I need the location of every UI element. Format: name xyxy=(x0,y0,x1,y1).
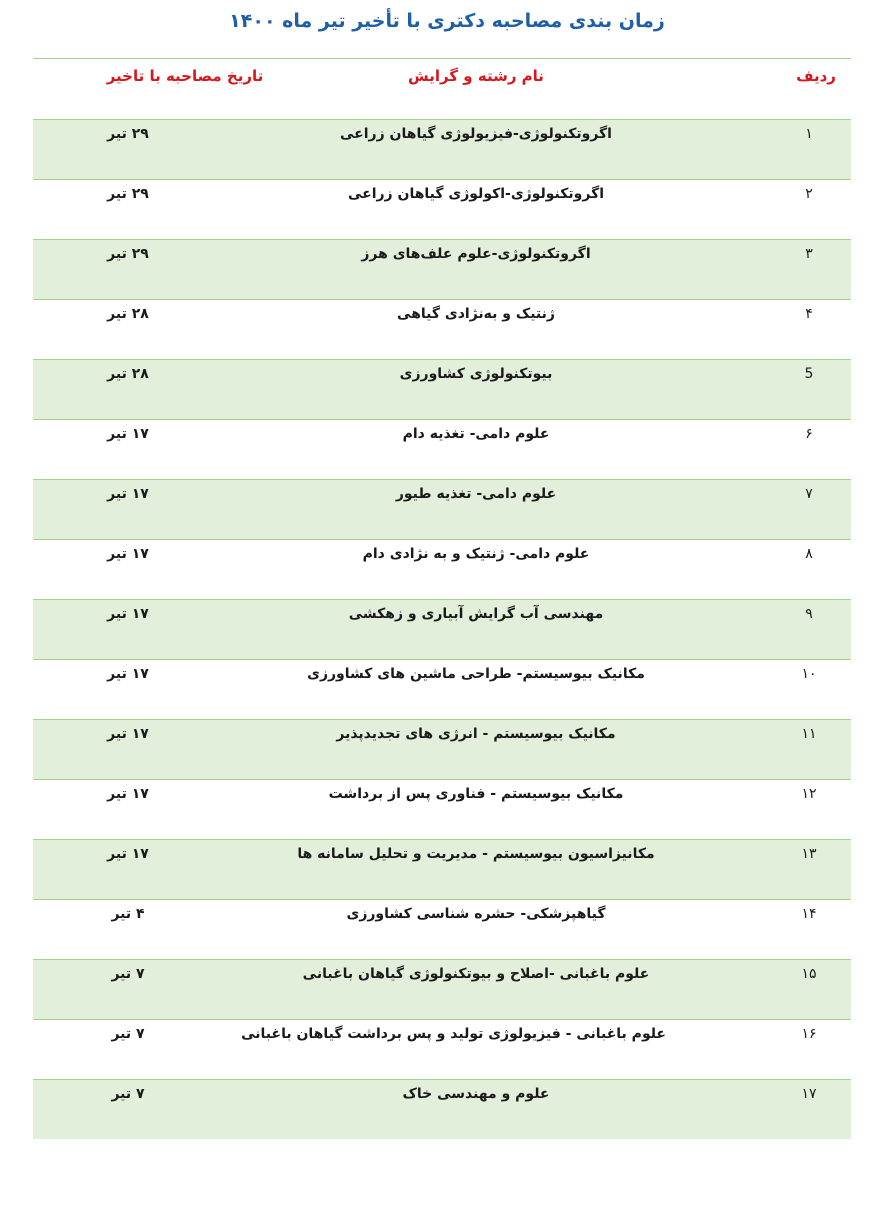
row-field: ژنتیک و به‌نژادی گیاهی xyxy=(397,306,555,322)
page-title: زمان بندی مصاحبه دکتری با تأخیر تیر ماه ۱۴۰۰ xyxy=(229,10,665,32)
row-index: ۱۲ xyxy=(801,786,817,802)
row-date: ۱۷ تیر xyxy=(107,726,149,742)
table-row xyxy=(33,359,851,419)
row-date: ۱۷ تیر xyxy=(107,666,149,682)
row-field: علوم دامی- تغذیه دام xyxy=(402,426,550,442)
row-index: ۶ xyxy=(805,426,813,442)
row-field: علوم باغبانی - فیزیولوژی تولید و پس برداشت گیاهان باغبانی xyxy=(241,1026,666,1042)
row-field: اگروتکنولوژی-علوم علف‌های هرز xyxy=(361,246,591,262)
row-date: ۲۸ تیر xyxy=(107,366,149,382)
table-row xyxy=(33,899,851,959)
table-row xyxy=(33,539,851,599)
header-field: نام رشته و گرایش xyxy=(408,67,544,85)
row-field: مکانیک بیوسیستم- طراحی ماشین های کشاورزی xyxy=(307,666,645,682)
row-index: ۱۳ xyxy=(801,846,817,862)
row-index: ۱۷ xyxy=(801,1086,817,1102)
row-date: ۲۸ تیر xyxy=(107,306,149,322)
row-date: ۷ تیر xyxy=(111,1026,145,1042)
row-index: ۹ xyxy=(805,606,813,622)
row-date: ۲۹ تیر xyxy=(107,186,149,202)
table-row xyxy=(33,599,851,659)
row-field: بیوتکنولوژی کشاورزی xyxy=(399,366,553,382)
row-date: ۱۷ تیر xyxy=(107,846,149,862)
row-date: ۱۷ تیر xyxy=(107,426,149,442)
row-date: ۱۷ تیر xyxy=(107,786,149,802)
row-index: ۱۵ xyxy=(801,966,817,982)
row-date: ۲۹ تیر xyxy=(107,126,149,142)
row-index: ۱۶ xyxy=(801,1026,817,1042)
row-field: مکانیک بیوسیستم - فناوری پس از برداشت xyxy=(328,786,624,802)
row-field: مکانیک بیوسیستم - انرژی های تجدیدپذیر xyxy=(336,726,616,742)
row-field: اگروتکنولوژی-اکولوژی گیاهان زراعی xyxy=(347,186,605,202)
table-row xyxy=(33,659,851,719)
row-index: 5 xyxy=(804,366,814,382)
row-index: ۷ xyxy=(805,486,813,502)
row-index: ۱ xyxy=(805,126,813,142)
row-index: ۸ xyxy=(805,546,813,562)
row-field: گیاهپزشکی- حشره شناسی کشاورزی xyxy=(346,906,606,922)
row-date: ۷ تیر xyxy=(111,966,145,982)
table-row xyxy=(33,1079,851,1139)
row-field: اگروتکنولوژی-فیزیولوژی گیاهان زراعی xyxy=(340,126,612,142)
table-row xyxy=(33,1019,851,1079)
row-field: علوم دامی- تغذیه طیور xyxy=(395,486,557,502)
row-date: ۱۷ تیر xyxy=(107,606,149,622)
row-index: ۲ xyxy=(805,186,813,202)
row-index: ۱۴ xyxy=(801,906,817,922)
row-field: مهندسی آب گرایش آبیاری و زهکشی xyxy=(348,606,604,622)
row-field: مکانیزاسیون بیوسیستم - مدیریت و تحلیل سامانه ها xyxy=(297,846,655,862)
table-row xyxy=(33,719,851,779)
row-date: ۱۷ تیر xyxy=(107,486,149,502)
row-index: ۳ xyxy=(805,246,813,262)
table-row xyxy=(33,419,851,479)
table-row xyxy=(33,179,851,239)
table-row xyxy=(33,479,851,539)
table-row xyxy=(33,299,851,359)
row-date: ۷ تیر xyxy=(111,1086,145,1102)
table-row xyxy=(33,839,851,899)
row-index: ۱۱ xyxy=(801,726,817,742)
row-field: علوم دامی- ژنتیک و به نژادی دام xyxy=(362,546,590,562)
table-row xyxy=(33,119,851,179)
row-date: ۱۷ تیر xyxy=(107,546,149,562)
schedule-table xyxy=(33,58,851,1139)
row-date: ۴ تیر xyxy=(111,906,145,922)
table-row xyxy=(33,779,851,839)
header-date: تاریخ مصاحبه با تاخیر xyxy=(106,67,264,85)
header-index: ردیف xyxy=(796,67,836,85)
row-field: علوم و مهندسی خاک xyxy=(402,1086,550,1102)
table-row xyxy=(33,959,851,1019)
table-row xyxy=(33,239,851,299)
table-header-row xyxy=(33,58,851,119)
row-field: علوم باغبانی -اصلاح و بیوتکنولوژی گیاهان باغبانی xyxy=(302,966,650,982)
row-date: ۲۹ تیر xyxy=(107,246,149,262)
row-index: ۱۰ xyxy=(801,666,817,682)
row-index: ۴ xyxy=(805,306,813,322)
